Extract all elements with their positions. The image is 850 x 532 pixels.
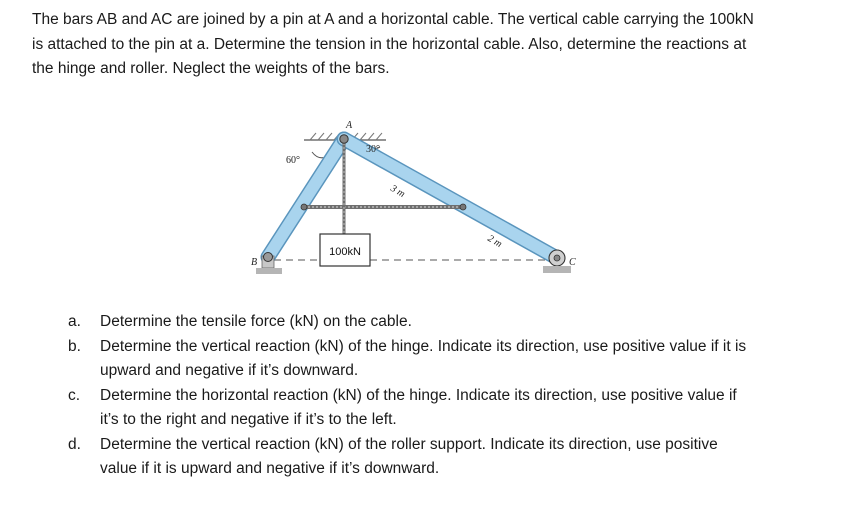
bar-ac-fill	[344, 139, 557, 258]
question-list	[60, 310, 840, 482]
problem-line: the hinge and roller. Neglect the weights of the bars.	[32, 60, 390, 77]
load-label: 100kN	[329, 246, 361, 258]
question-text: Determine the vertical reaction (kN) of the roller support. Indicate its direction, use positive	[100, 435, 718, 453]
question-text: it’s to the right and negative if it’s to the left.	[100, 411, 397, 428]
dimension-label-2m: 2 m	[485, 233, 504, 250]
hinge-support-b	[256, 253, 282, 275]
question-marker: c.	[68, 386, 81, 404]
question-b	[60, 335, 840, 384]
problem-line: The bars AB and AC are joined by a pin at A and a horizontal cable. The vertical cable carrying the 100kN	[32, 11, 754, 28]
question-marker: d.	[68, 435, 81, 453]
question-text: Determine the vertical reaction (kN) of the hinge. Indicate its direction, use positive value if it is	[100, 337, 747, 355]
question-text: Determine the horizontal reaction (kN) of the hinge. Indicate its direction, use positive value if	[100, 386, 737, 404]
pin-a	[340, 135, 348, 143]
dimension-label-3m: 3 m	[388, 183, 407, 200]
angle-label-right: 30°	[366, 144, 380, 155]
label-a: A	[346, 120, 353, 131]
cable-pin-right	[460, 204, 466, 210]
cable-pin-left	[301, 204, 307, 210]
question-text: Determine the tensile force (kN) on the cable.	[100, 313, 412, 330]
question-c	[60, 384, 840, 433]
label-c: C	[569, 257, 576, 268]
question-text: upward and negative if it’s downward.	[100, 362, 359, 379]
question-d	[60, 433, 840, 482]
question-text: value if it is upward and negative if it’s downward.	[100, 460, 440, 477]
question-marker: b.	[68, 337, 81, 355]
question-marker: a.	[68, 313, 81, 330]
label-b: B	[251, 257, 258, 268]
angle-label-left: 60°	[286, 155, 300, 166]
problem-line: is attached to the pin at a. Determine the tension in the horizontal cable. Also, determine the reactions at	[32, 35, 747, 53]
question-a	[60, 310, 840, 335]
